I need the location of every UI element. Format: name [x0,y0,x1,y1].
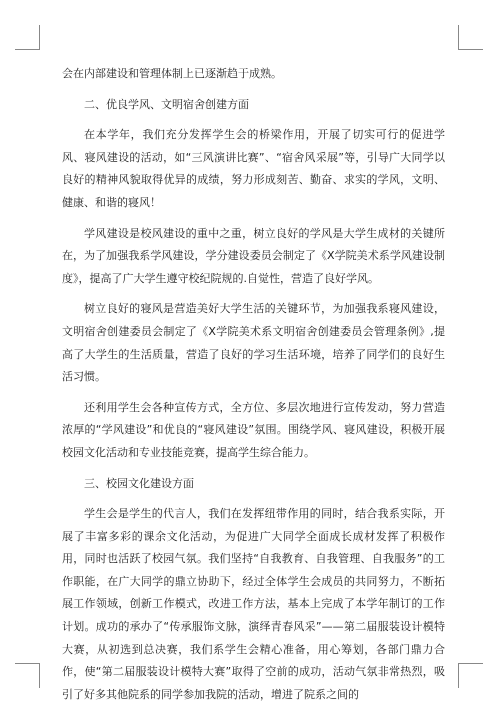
corner-mark-bottom-left [15,663,40,688]
paragraph-bridge-role: 在本学年，我们充分发挥学生会的桥梁作用，开展了切实可行的促进学风、寝风建设的活动，如“三风演讲比赛”、“宿舍风采展”等，引导广大同学以良好的精神风貌取得优异的成绩，努力形成刻苦、勤奋、求实的学风，文明、健康、和谐的寝风！ [62,128,445,209]
section-heading-campus-culture: 三、校园文化建设方面 [84,476,194,490]
paragraph-publicity: 还利用学生会各种宣传方式，全方位、多层次地进行宣传发动，努力营造浓厚的“学风建设”和优良的“寝风建设”氛围。围绕学风、寝风建设，积极开展校园文化活动和专业技能竞赛，提高学生综合能力。 [62,400,445,459]
corner-mark-top-left [15,25,40,50]
paragraph-dorm-style: 树立良好的寝风是营造美好大学生活的关键环节，为加强我系寝风建设，文明宿舍创建委员会制定了《X学院美术系文明宿舍创建委员会管理条例》,提高了大学生的生活质量，营造了良好的学习生活环境，培养了同学们的良好生活习惯。 [62,302,445,384]
corner-mark-bottom-right [458,663,483,688]
paragraph-study-style: 学风建设是校风建设的重中之重，树立良好的学风是大学生成材的关键所在，为了加强我系学风建设，学分建设委员会制定了《X学院美术系学风建设制度》，提高了广大学生遵守校纪院规的.自觉性，营造了良好学风。 [62,226,445,285]
section-heading-style-dorm: 二、优良学风、文明宿舍创建方面 [84,97,249,111]
paragraph-continuation: 会在内部建设和管理体制上已逐渐趋于成熟。 [62,67,282,80]
document-body [62,63,445,714]
paragraph-student-union: 学生会是学生的代言人，我们在发挥纽带作用的同时，结合我系实际，开展了丰富多彩的课余文化活动，为促进广大同学全面成长成材发挥了积极作用，同时也活跃了校园气氛。我们坚持“自我教育、自我管理、自我服务”的工作职能，在广大同学的鼎立协助下，经过全体学生会成员的共同努力，不断拓展工作领域，创新工作模式，改进工作方法，基本上完成了本学年制订的工作计划。成功的承办了“传承服饰文脉，演绎青春风采”——第二届服装设计模特大赛，从初选到总决赛，我们系学生会精心准备，用心筹划，各部门鼎力合作，使“第二届服装设计模特大赛”取得了空前的成功，活动气氛非常热烈，吸引了好多其他院系的同学参加我院的活动，增进了院系之间的 [62,507,445,701]
corner-mark-top-right [458,25,483,50]
